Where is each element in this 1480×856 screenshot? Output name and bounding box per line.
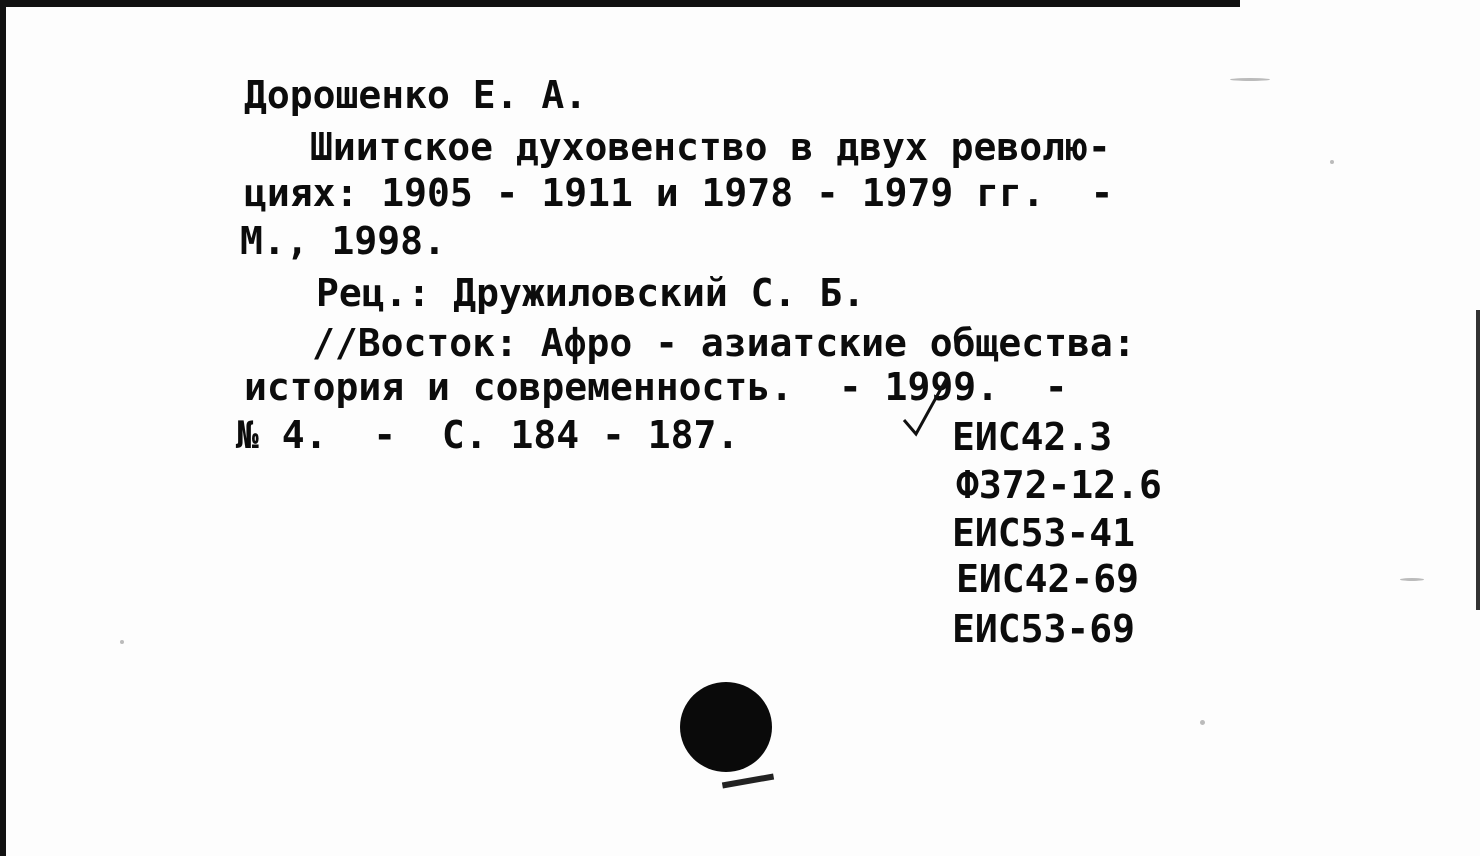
classification-code: ЕИС53-69 — [952, 607, 1136, 651]
classification-code: ЕИС42-69 — [956, 557, 1140, 601]
card-right-border — [1476, 310, 1480, 610]
author-line: Дорошенко Е. А. — [244, 73, 588, 117]
classification-code: ЕИС42.3 — [952, 415, 1113, 459]
card-top-border — [0, 0, 1240, 7]
checkmark-icon — [900, 372, 960, 442]
classification-code: ЕИС53-41 — [952, 511, 1136, 555]
punch-hole-mark — [722, 774, 774, 789]
scan-speck — [1230, 78, 1270, 81]
scan-speck — [1400, 578, 1424, 581]
scan-speck — [1200, 720, 1205, 725]
card-left-border — [0, 0, 6, 856]
title-line-1: Шиитское духовенство в двух револю- — [310, 125, 1111, 169]
scan-speck — [120, 640, 124, 644]
source-line-1: //Восток: Афро - азиатские общества: — [312, 321, 1136, 365]
punch-hole — [680, 682, 772, 772]
review-line: Рец.: Дружиловский С. Б. — [316, 271, 866, 315]
title-line-2: циях: 1905 - 1911 и 1978 - 1979 гг. - — [244, 171, 1114, 215]
scan-speck — [1330, 160, 1334, 164]
source-line-3: № 4. - С. 184 - 187. — [236, 413, 740, 457]
classification-code: Ф372-12.6 — [956, 463, 1162, 507]
title-line-3: М., 1998. — [240, 219, 446, 263]
source-line-2: история и современность. - 1999. - — [244, 365, 1068, 409]
